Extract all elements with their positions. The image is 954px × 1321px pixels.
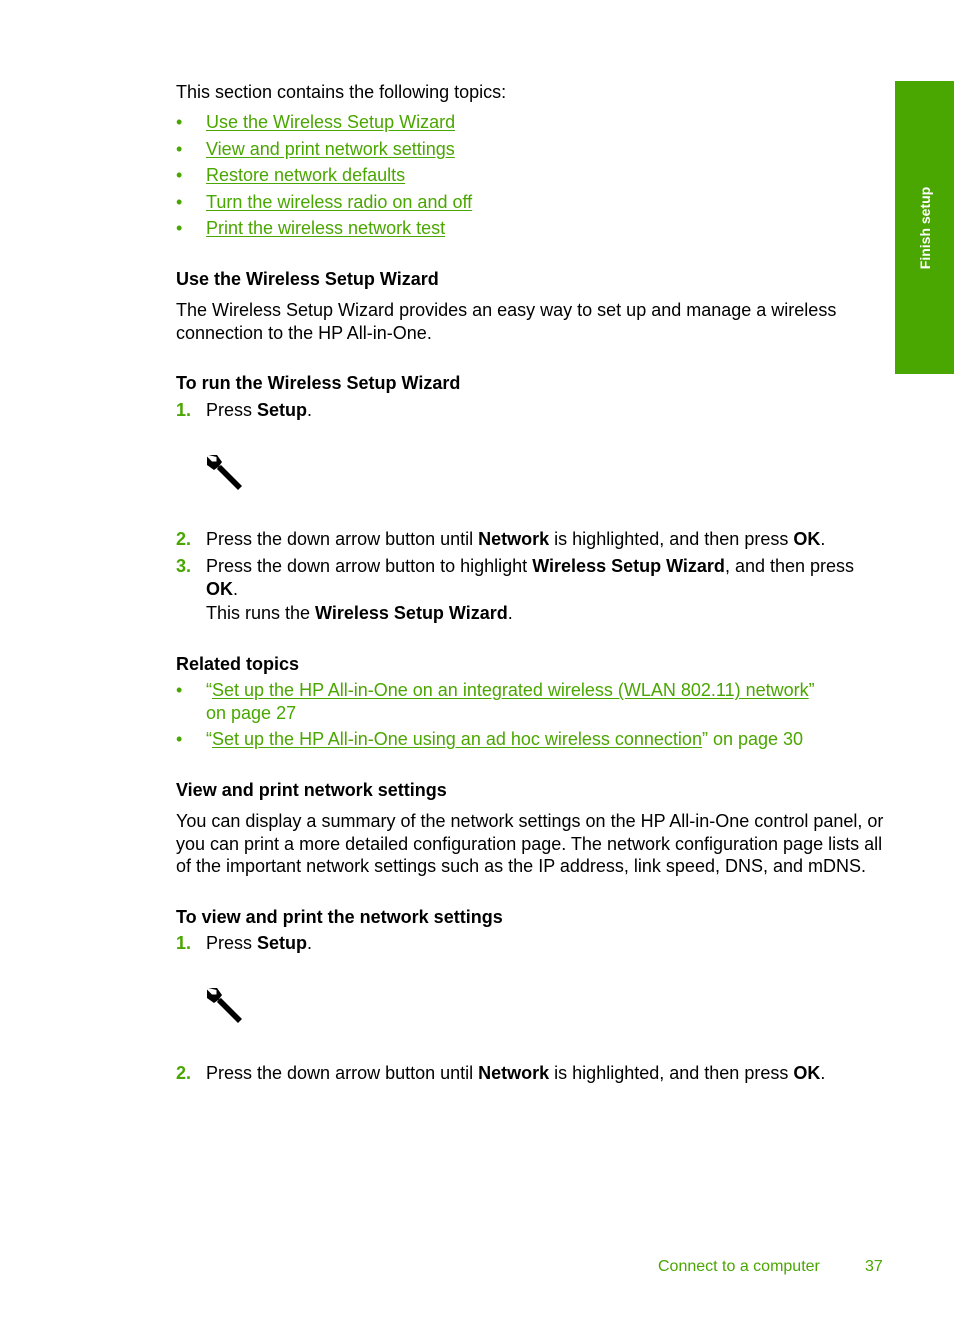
step-text: Press Setup. bbox=[206, 400, 313, 420]
bullet: • bbox=[176, 139, 183, 159]
step-note: This runs the Wireless Setup Wizard. bbox=[206, 603, 513, 623]
bullet: • bbox=[176, 218, 183, 238]
step-number: 2. bbox=[176, 1063, 192, 1083]
related-item-2: “Set up the HP All-in-One using an ad hoc wireless connection” on page 30 bbox=[206, 729, 804, 749]
topic-link-test[interactable]: Print the wireless network test bbox=[206, 218, 446, 238]
topic-link-view-print[interactable]: View and print network settings bbox=[206, 139, 455, 159]
section-heading-wizard: Use the Wireless Setup Wizard bbox=[176, 269, 439, 289]
related-heading: Related topics bbox=[176, 654, 300, 674]
step-text: Press the down arrow button to highlight Wireless Setup Wizard, and then press OK. bbox=[206, 556, 855, 599]
related-link-adhoc[interactable]: Set up the HP All-in-One using an ad hoc wireless connection bbox=[212, 729, 702, 749]
topic-link-radio[interactable]: Turn the wireless radio on and off bbox=[206, 192, 473, 212]
step-number: 3. bbox=[176, 556, 192, 576]
intro-text: This section contains the following topics: bbox=[176, 82, 507, 102]
section-body-view-print: You can display a summary of the network settings on the HP All-in-One control panel, or you can print a more detailed configuration page. The network configuration page lists all of the important network settings such as the IP address, link speed, DNS, and mDNS. bbox=[176, 811, 884, 876]
related-item-1: “Set up the HP All-in-One on an integrated wireless (WLAN 802.11) network” bbox=[206, 680, 815, 700]
topic-link-restore[interactable]: Restore network defaults bbox=[206, 165, 406, 185]
step-number: 1. bbox=[176, 933, 192, 953]
step-number: 1. bbox=[176, 400, 192, 420]
step-text: Press the down arrow button until Network is highlighted, and then press OK. bbox=[206, 1063, 826, 1083]
wrench-icon bbox=[204, 452, 244, 492]
related-link-integrated[interactable]: Set up the HP All-in-One on an integrated wireless (WLAN 802.11) network bbox=[212, 680, 809, 700]
wrench-icon bbox=[204, 985, 244, 1025]
bullet: • bbox=[176, 165, 183, 185]
procedure-heading-wizard: To run the Wireless Setup Wizard bbox=[176, 373, 461, 393]
procedure-heading-view-print: To view and print the network settings bbox=[176, 907, 503, 927]
step-text: Press Setup. bbox=[206, 933, 313, 953]
bullet: • bbox=[176, 729, 183, 749]
bullet: • bbox=[176, 680, 183, 700]
section-heading-view-print: View and print network settings bbox=[176, 780, 447, 800]
related-item-1-page: on page 27 bbox=[206, 703, 297, 723]
bullet: • bbox=[176, 112, 183, 132]
bullet: • bbox=[176, 192, 183, 212]
footer-page-number: 37 bbox=[865, 1258, 883, 1275]
footer-section-title: Connect to a computer bbox=[658, 1258, 820, 1275]
side-tab-label: Finish setup bbox=[916, 186, 933, 269]
section-body-wizard: The Wireless Setup Wizard provides an easy way to set up and manage a wireless connection to the HP All-in-One. bbox=[176, 300, 837, 343]
topic-link-wizard[interactable]: Use the Wireless Setup Wizard bbox=[206, 112, 456, 132]
step-number: 2. bbox=[176, 529, 192, 549]
side-tab bbox=[895, 81, 954, 374]
step-text: Press the down arrow button until Network is highlighted, and then press OK. bbox=[206, 529, 826, 549]
